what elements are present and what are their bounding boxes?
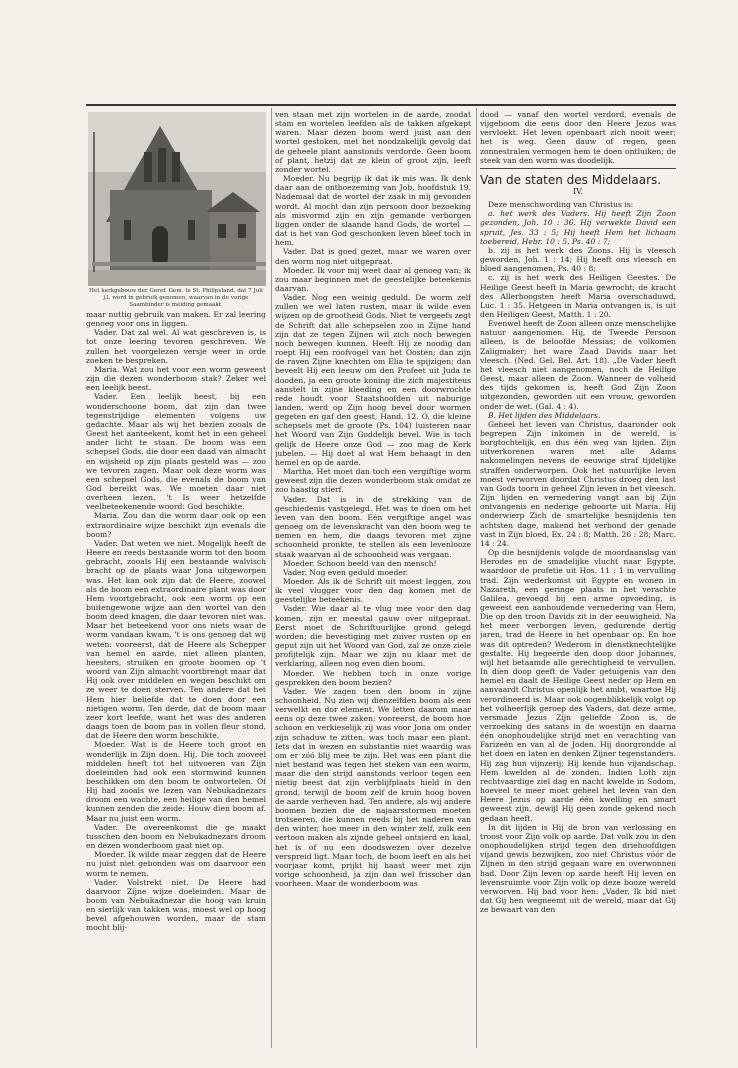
column-2	[275, 110, 471, 1054]
paragraph: Maria. Wat zou het voor een worm geweest zijn die dezen wonderboom stak? Zeker wel een leelijk beest.	[86, 364, 266, 393]
paragraph: Vader. Dat is in de strekking van de geschiedenis vastgelegd. Het was te doen om het leven van den boom. Eén vergiftige angel was genoeg om de levenskracht van den boom weg te nemen en hem, die daags tevoren met zijne schoonheid pronkte, te stellen als een levenlooze staak waarvan al de schoonheid was vergaan.	[275, 494, 471, 559]
paragraph: Moeder. Als ik de Schrift uit moest leggen, zou ik veel vlugger voor den dag komen met de geestelijke beteekenis.	[275, 576, 471, 605]
church-image	[88, 112, 266, 286]
paragraph: Evenwel heeft de Zoon alleen onze menschelijke natuur aangenomen. Hij, de Tweede Persoon alleen, is de beloofde Messias; de volkomen Zaligmaker; het ware Zaad Davids naar het vleesch. (Ned. Gel. Bel. Art. 18). „De Vader heeft het vleesch niet aangenomen, noch de Heilige Geest, maar alleen de Zoon. Wanneer de volheid des tijds gekomen is, heeft God Zijn Zoon uitgezonden, geworden uit een vrouw, geworden onder de wet. (Gal. 4 : 4).	[480, 319, 676, 411]
paragraph: dood — vanaf den wortel verdord, evenals de vijgeboom die eens door den Heere Jezus was vervloekt. Het leven openbaart zich nooit weer; het is weg. Geen dauw of regen, geen zonnestralen vermogen hem te doen ontluiken; de steek van den worm was doodelijk.	[480, 110, 676, 165]
paragraph: Vader. Nog even geduld moeder.	[283, 567, 409, 577]
paragraph: Vader. Nog een weinig geduld. De worm zelf zullen we wel laten rusten, maar ik wilde even wijzen op de grootheid Gods. Niet te vergeefs zegt de Schrift dat alle schepselen zoo in Zijne hand zijn dat ze tegen Zijnen wil zich noch bewegen noch bewegen kunnen. Heeft Hij ze noodig dan roept Hij een roofvogel van het Oosten; dan zijn de raven Zijne knechten om Elia te spijzigen; dan beveelt Hij een leeuw om den Profeet uit Juda te dooden, ja een groote koning die zich majestiteus aanstelt in zijne kleeding en een doorwrochte rede houdt voor Staatshoofden uit naburige landen, werd op Zijn hoog bevel door wormen gegeten en gaf den geest, Hand. 12. O, die kleine schepsels met de groote (Ps. 104) luisteren naar het Woord van Zijn Goddelijk bevel. Wie is toch gelijk de Heere onze God — zoo mag de Kerk jubelen. — Hij doet al wat Hem behaagt in den hemel en op de aarde.	[275, 293, 471, 467]
column-1	[86, 104, 266, 1048]
paragraph: Vader. Dat is goed gezet, maar we waren over den worm nog niet uitgepraat.	[275, 247, 471, 266]
paragraph: c. zij is het werk des Heiligen Geestes. De Heilige Geest heeft in Maria gewrocht; de kracht des Allerhoogsten heeft Maria overschaduwd, Luc. 1 : 35. Hetgeen in Maria ontvangen is, is uit den Heiligen Geest, Matth. 1 : 20.	[480, 273, 676, 319]
paragraph: a. het werk des Vaders. Hij heeft Zijn Zoon gezonden, Joh. 10 : 36. Hij verwekte David een spruit, Jes. 33 : 5; Hij heeft Hem het lichaam toebereid, Hebr. 10 : 5, Ps. 40 : 7;	[480, 209, 676, 246]
paragraph: Geheel het leven van Christus, daaronder ook begrepen Zijn inkomen in de wereld, is borgtochtelijk, en dus één weg van lijden. Zijn uitverkorenen waren met alle Adams nakomelingen nevens de eeuwige straf tijdelijke straffen onderworpen. Ook het natuurlijke leven moest verworven doordat Christus droeg den last van Gods toorn in geheel Zijn leven in het vleesch. Zijn lijden en vernedering vangt aan bij Zijn ontvangenis en nederige geboorte uit Maria. Hij onderwierp Zich de smartelijke besnijdenis ten achtsten dage, makend het verbond der genade vast in Zijn bloed, Ex. 24 : 8; Matth. 26 : 28; Marc. 14 : 24.	[480, 419, 676, 548]
section-rule	[480, 168, 676, 169]
paragraph: Moeder. Ik voor mij weet daar al genoeg van; ik zou maar beginnen met de geestelijke beteekenis daarvan.	[275, 265, 471, 293]
paragraph: Moeder. Nu begrijp ik dat ik mis was. Ik denk daar aan de ontboezeming van Job, hoofdstuk 19. Nademaal dat de wortel der zaak in mij gevonden wordt. Al mocht dan zijn persoon door bezoeking als misvormd zijn en zijn gemande verborgen liggen onder de slaande hand Gods, de wortel — dat is het van God geschonken leven bleef toch in hem.	[275, 174, 471, 248]
photo-caption: Het kerkgebouw der Geref. Gem. te St. Philipsland, dat 7 Juli j.l. werd in gebruik genomen, waarvan in de vorige Saambinder is melding gemaakt.	[89, 288, 263, 308]
paragraph: b. zij is het werk des Zoons. Hij is vleesch geworden, Joh. 1 : 14; Hij heeft ons vleesch en bloed aangenomen, Ps. 40 : 8;	[480, 245, 676, 274]
paragraph: Vader. Wie daar al te vlug mee voor den dag komen, zijn er meestal gauw over uitgepraat. Eerst moet de Schriftuurlijke grond gelegd worden; die bevestiging met zuiver rusten op en geput zijn uit het Woord van God, zal ze onze ziele profijtelijk zijn. Maar we zijn nu klaar met de verklaring, alleen nog even dien boom.	[275, 604, 471, 669]
church-photo	[88, 112, 266, 286]
section-title: Van de staten des Middelaars.	[480, 172, 662, 187]
section-number: IV.	[572, 186, 584, 196]
paragraph: Martha. Het moet dan toch een vergiftige worm geweest zijn die dezen wonderboom stak omdat ze zoo haastig stierf.	[275, 467, 471, 495]
paragraph: Moeder. Schoon beeld van den mensch!	[283, 558, 437, 568]
paragraph: maar nuttig gebruik van maken. Er zal leering genoeg voor ons in liggen.	[86, 310, 266, 329]
subheading: B. Het lijden des Middelaars.	[488, 410, 601, 420]
paragraph: Vader. De overeenkomst die ge maakt tusschen den boom en Nebukadnezars droom en dezen wonderboom gaat niet op.	[86, 822, 266, 851]
newspaper-page	[86, 104, 676, 1054]
paragraph: Moeder. Ik wilde maar zeggen dat de Heere nu juist niet gebonden was om daarvoor een worm te nemen.	[86, 850, 266, 878]
paragraph: Vader. Dat zal wel. Al wat geschreven is, is tot onze leering tevoren geschreven. We zullen het voorgelezen versje weer in orde zoeken te bespreken.	[86, 328, 266, 365]
paragraph: Maria. Zou dan die worm daar ook op een extraordinaire wijze beschikt zijn evenals die boom?	[86, 511, 266, 539]
column-divider	[271, 108, 272, 1048]
column-3	[480, 110, 676, 1054]
paragraph: Vader. Dat weten we niet. Mogelijk heeft de Heere en reeds bestaande worm tot den boom gebracht, zooals Hij een bestaande walvisch bracht op de plaats waar Jona uitgeworpen was. Het kan ook zijn dat de Heere, zoowel als de boom een extraordinaire plant was door Hem voortgebracht, ook een worm op een buitengewone wijze aan den wortel van den boom deed knagen, die daar tevoren niet was. Maar het beteekend voor ons niets waar de worm vandaan kwam, 't is ons genoeg dat wij weten: vooreerst, dat de Heere als Schepper van hemel en aarde, niet alleen planten, heesters, struiken en groote boomen op 't woord van Zijn almacht voortbrengt maar dat Hij ook over middelen en wegen beschikt om ze weer te doen sterven. Ten andere dat het Hem hier beliefde dat te doen door een nietigen worm. Ten derde, dat de boom maar zeer kort leefde, want het was des anderen daags toen de boom pas in vollen fleur stond, dat de Heere den worm beschikte.	[86, 538, 266, 741]
paragraph: ven staan met zijn wortelen in de aarde, zoodat stam en wortelen leefden als de takken afgekapt waren. Maar dezen boom werd juist aan den wortel gestoken, met het noodzakelijk gevolg dat de geheele plant aanstonds verdorde. Geen boom of plant, hetzij dat ze klein of groot zijn, leeft zonder wortel.	[275, 110, 471, 174]
paragraph: Vader. Een leelijk beest, bij een wonderschoone boom, dat zijn dan twee tegenstrijdige elementen volgens uw gedachte. Maar als wij het bezien zooals de Geest het aanteekent, komt het in een geheel ander licht te staan. De boom was een schepsel Gods, die door een daad van almacht en wijsheid op zijn plaats gesteld was — zoo we tevoren zagen. Maar ook deze worm was een schepsel Gods, die evenals de boom van God bereikt was. We moeten daar niet overheen lezen. 't Is weer hetzelfde veelbeteekenende woord: God beschikte.	[86, 392, 266, 512]
paragraph: Deze menschwording van Christus is:	[488, 200, 634, 210]
paragraph: In dit lijden is Hij de bron van verlossing en troost voor Zijn volk op aarde. Dat volk zou in den onophoudelijken strijd tegen den driehoofdigen vijand gewis bezwijken, zoo niet Christus vóór de Zijnen in den strijd gegaan ware en overwonnen had. Door Zijn leven op aarde heeft Hij leven en levensruimte voor Zijn volk op deze booze wereld verworven. Hij bad voor hen: „Vader, Ik bid niet dat Gij hen wegneemt uit de wereld, maar dat Gij ze bewaart van den	[480, 822, 676, 915]
paragraph: Moeder. We hebben toch in onze vorige gesprekken den boom bezien?	[275, 668, 471, 687]
column-divider	[476, 108, 477, 1048]
paragraph: Vader. Volstrekt niet. De Heere had daarvoor Zijne wijze doeleinden. Maar de boom van Nebukadnezar die hoog van kruin en sierlijk van takken was, moest wel op hoog bevel afgehouwen worden, maar de stam mocht blij-	[86, 877, 266, 933]
column-1-text	[86, 310, 266, 1048]
paragraph: Moeder. Wat is de Heere toch groot en wonderlijk in Zijn doen. Hij, Die toch zooveel middelen heeft tot het uitvoeren van Zijn doeleinden had ook een stormwind kunnen beschikken om den boom te ontwortelen. Of Hij had zooals we lezen van Nebukadnezars droom een wachte, een heilige van den hemel kunnen zenden die zeide: Houw dien boom af. Maar nu juist een worm.	[86, 740, 266, 823]
paragraph: Op die besnijdenis volgde de moordaanslag van Herodes en de smadelijke vlucht naar Egypte, waardoor de profetie uit Hos. 11 : 1 in vervulling trad. Zijn wederkomst uit Egypte en wonen in Nazareth, een geringe plaats in het verachte Galilea, gevoegd bij een arme opvoeding, is geweest een aanhoudende vernedering van Hem, Die op den troon Davids zit in der eeuwigheid. Na het meer verborgen leven, gedurende dertig jaren, trad de Heere in het openbaar op. En hoe was dit optreden? Wederom in dienstknechtelijke gestalte. Hij begeerde den doop door Johannes, wijl het betaamde alle gerechtigheid te vervullen. In dien doop geeft de Vader getuigenis van den hemel en daalt de Heilige Geest neder op Hem en aanvaardt Christus openlijk het ambt, waartoe Hij verordineerd is. Maar ook oogenblikkelijk volgt op het volheerlijk geroep des Vaders, dat deze arme, versmade Jezus Zijn geliefde Zoon is, de verzoeking des satans in de woestijn en daarna één onophoudelijke strijd met en verachting van Farizeën en van al de Joden. Hij doorgrondde al het doen en laten en denken Zijner tegenstanders. Hij zag hun vijnzerij; Hij kende hun vijandschap. Hem kwelden al de zonden. Indien Loth zijn rechtvaardige ziel dag en nacht kwelde in Sodom, hoeveel te meer moet geheel het leven van den Heere Jezus op aarde één kwelling en smart geweest zijn, dewijl Hij geen zonde gekend noch gedaan heeft.	[480, 548, 676, 823]
paragraph: Vader. We zagen toen den boom in zijne schoonheid. Nu zien wij dienzelfden boom als een verwelkt en dor element. We letten daarom maar eens op deze twee zaken: vooreerst, de boom hoe schoon en verkieselijk zij was voor Jona om onder zijn schaduw te zitten, was toch maar een plant. Iets dat in wezen en substantie niet waardig was om er zóó blij mee te zijn. Het was een plant die niet bestand was tegen het steken van een worm, maar die den strijd aanstonds verloor tegen een nietig beest dat zijn verblijfplaats hield in den grond, terwijl de boom zelf de kruin hoog boven de aarde verheven had. Ten andere, als wij andere boomen bezien die de najaarsstormen moeten trotseeren, die kunnen reeds bij het naderen van den winter, hoe meer in den winter zelf, zulk een vertoon maken als zijnde geheel ontsierd en kaal, het is of nu een doodswezen over dezelve verspreid ligt. Maar toch, de boom leeft en als het voorjaar komt, prijkt hij haast weer met zijn vorige schoonheid, ja zijn dan wel frisscher dan voorheen. Maar de wonderboom was	[275, 686, 471, 889]
